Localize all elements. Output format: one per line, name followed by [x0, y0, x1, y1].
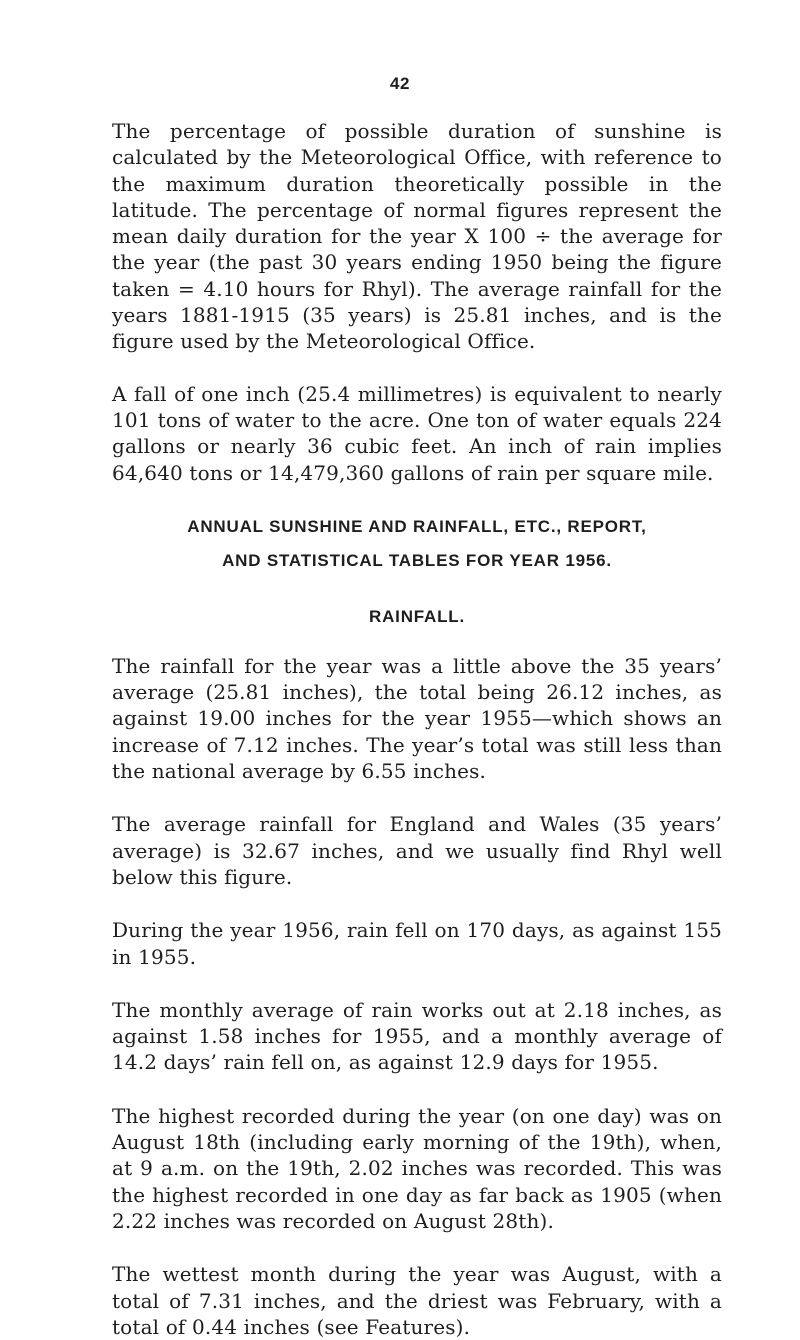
rainfall-paragraph-highest-day: The highest recorded during the year (on one day) was on August 18th (including early morning of the 19th), when, at 9 a.m. on the 19th, 2.02 inches was recorded. This was the highest recorded in one day as far back as 1905 (when 2.22 inches was recorded on August 28th).	[112, 1103, 722, 1233]
rainfall-paragraph-wettest-driest: The wettest month during the year was August, with a total of 7.31 inches, and the driest was February, with a total of 0.44 inches (see Features).	[112, 1262, 722, 1339]
report-heading-line-1: ANNUAL SUNSHINE AND RAINFALL, ETC., REPORT,	[187, 516, 647, 536]
rainfall-paragraph-england-wales: The average rainfall for England and Wales (35 years’ average) is 32.67 inches, and we usually find Rhyl well below this figure.	[112, 812, 722, 889]
rain-equivalent-paragraph: A fall of one inch (25.4 millimetres) is equivalent to nearly 101 tons of water to the acre. One ton of water equals 224 gallons or nearly 36 cubic feet. An inch of rain implies 64,640 tons or 14,479,360 gallons of rain per square mile.	[112, 381, 722, 485]
rainfall-paragraph-monthly-average: The monthly average of rain works out at 2.18 inches, as against 1.58 inches for 1955, and a monthly average of 14.2 days’ rain fell on, as against 12.9 days for 1955.	[112, 997, 722, 1075]
sunshine-calculation-paragraph: The percentage of possible duration of sunshine is calculated by the Meteorological Office, with reference to the maximum duration theoretically possible in the latitude. The percentage of normal figures represent the mean daily duration for the year X 100 ÷ the average for the year (the past 30 years ending 1950 being the figure taken = 4.10 hours for Rhyl). The average rainfall for the years 1881-1915 (35 years) is 25.81 inches, and is the figure used by the Meteorological Office.	[112, 119, 722, 354]
report-heading	[112, 510, 722, 578]
page-body	[112, 118, 722, 1340]
rainfall-heading: RAINFALL.	[369, 606, 465, 626]
rainfall-paragraph-annual-total: The rainfall for the year was a little above the 35 years’ average (25.81 inches), the total being 26.12 inches, as against 19.00 inches for the year 1955—which shows an increase of 7.12 inches. The year’s total was still less than the national average by 6.55 inches.	[112, 653, 722, 784]
page-number: 42	[390, 74, 410, 93]
rainfall-paragraph-rain-days: During the year 1956, rain fell on 170 days, as against 155 in 1955.	[112, 918, 722, 969]
report-heading-line-2: AND STATISTICAL TABLES FOR YEAR 1956.	[222, 550, 612, 570]
